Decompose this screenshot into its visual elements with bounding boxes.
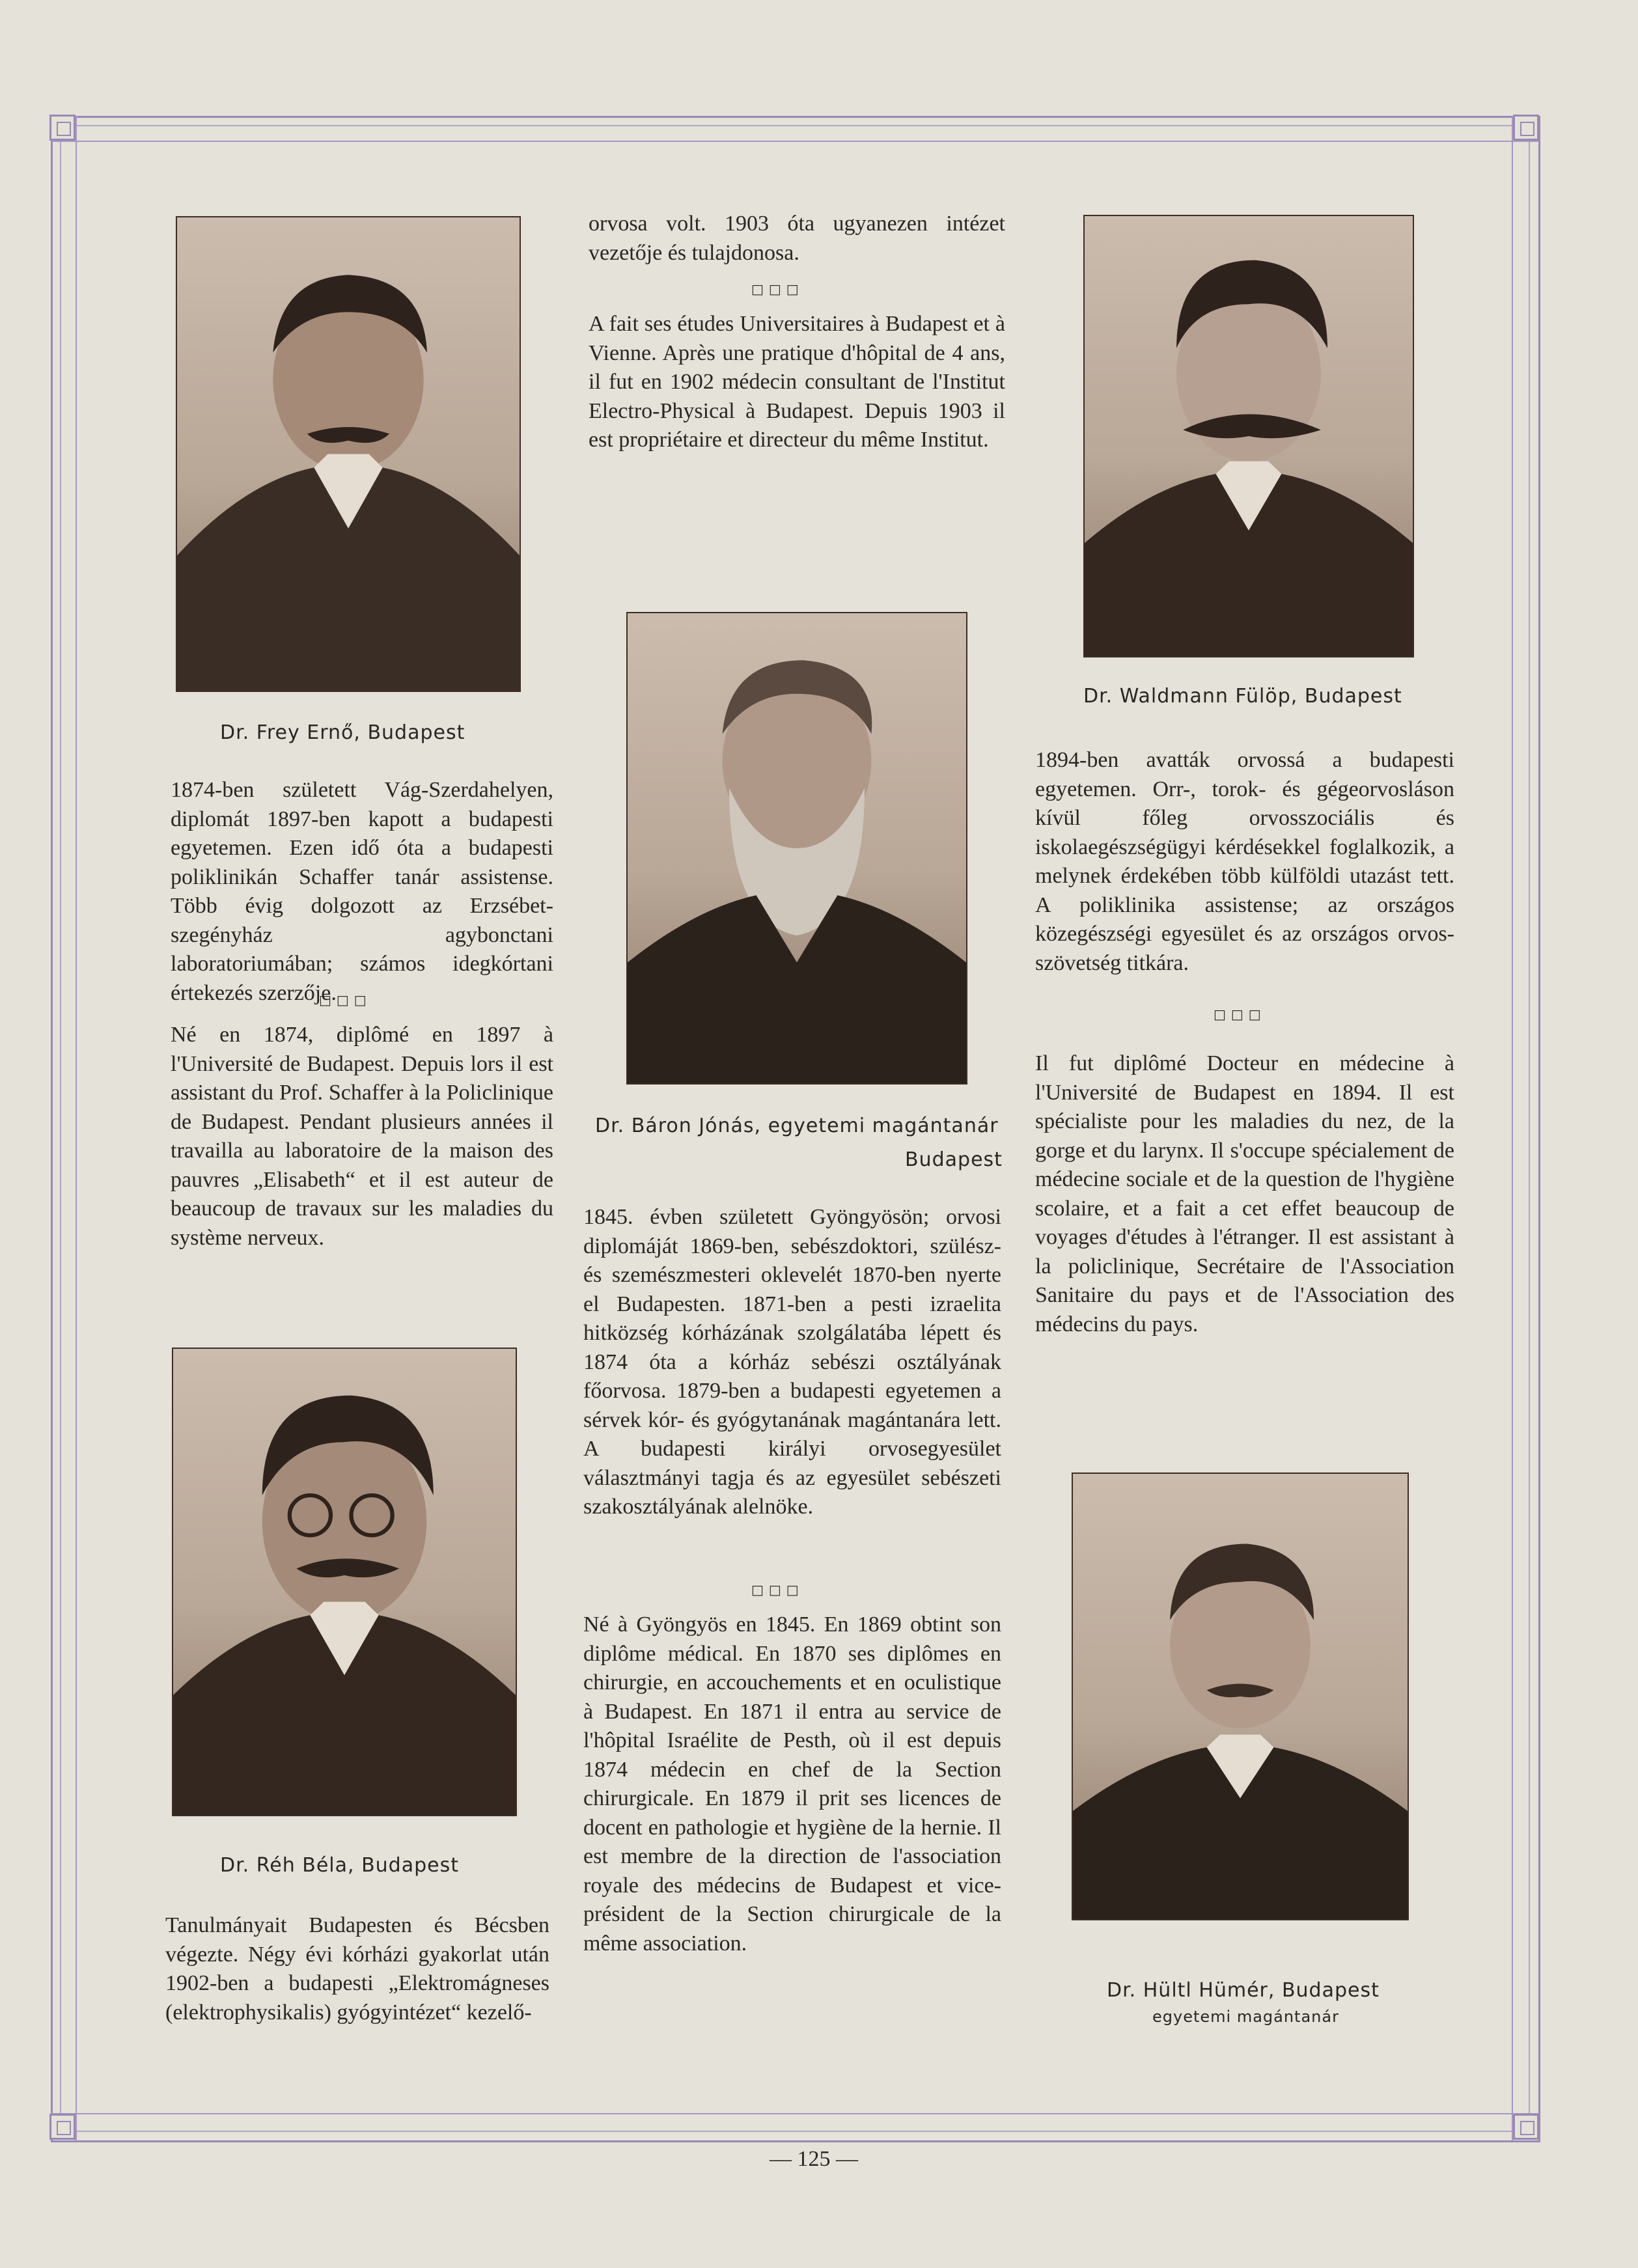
page-number-value: 125 (797, 2147, 831, 2171)
corner-ornament-bl (49, 2114, 76, 2140)
corner-ornament-tr (1513, 115, 1539, 141)
caption-reh: Dr. Réh Béla, Budapest (220, 1854, 459, 1877)
caption-hultl-line1: Dr. Hültl Hümér, Budapest (1107, 1979, 1380, 2002)
caption-waldmann: Dr. Waldmann Fülöp, Budapest (1083, 685, 1402, 708)
waldmann-bio-hu: 1894-ben avatták orvossá a budapesti egyetemen. Orr-, torok- és gégeorvosláson kívül főleg orvosszociális és iskolaegészségügyi kérdésekkel foglalkozik, a melynek érdekében több külföldi utazást tett. A poliklinika assistense; az országos közegészségi egyesület és az országos orvos-szövetség titkára. (1035, 748, 1454, 975)
caption-baron-line1: Dr. Báron Jónás, egyetemi magántanár (595, 1114, 999, 1137)
caption-frey: Dr. Frey Ernő, Budapest (220, 721, 465, 744)
border-rule-bottom (51, 2113, 1539, 2114)
caption-baron-line2: Budapest (905, 1148, 1003, 1171)
separator-ornament: □□□ (751, 1582, 804, 1597)
separator-ornament: □□□ (751, 281, 804, 297)
border-rule-left (76, 116, 77, 2140)
corner-ornament-tl (49, 115, 76, 141)
baron-bio-hu: 1845. évben született Gyöngyösön; orvosi diplomáját 1869-ben, sebészdoktori, szülész- és szemészmesteri oklevelét 1870-ben nyerte el Budapesten. 1871-ben a pesti izraelita hitközség kórházának szolgálatába lépett és 1874 óta a kórház sebészi osztályának főorvosa. 1879-ben a budapesti egyetemen a sérvek kór- és gyógytanának magántanára lett. A budapesti királyi orvosegyesület választmányi tagja és az egyesület sebészeti szakosztályának alelnöke. (583, 1205, 1001, 1519)
separator-ornament: □□□ (319, 992, 372, 1008)
reh-bio-hu-cont: orvosa volt. 1903 óta ugyanezen intézet vezetője és tulajdonosa. (589, 212, 1005, 265)
portrait-baron-jonas (626, 612, 967, 1085)
frey-bio-fr: Né en 1874, diplômé en 1897 à l'Université de Budapest. Depuis lors il est assistant du Prof. Schaffer à la Policlinique de Budapest. Pendant plusieurs années il travailla au laboratoire de la maison des pauvres „Elisabeth“ et il est auteur de beaucoup de travaux sur les maladies du système nerveux. (171, 1023, 553, 1250)
page-number: — 125 — (770, 2147, 858, 2171)
portrait-reh-bela (172, 1348, 517, 1816)
corner-ornament-br (1513, 2114, 1539, 2140)
waldmann-bio-fr: Il fut diplômé Docteur en médecine à l'Université de Budapest en 1894. Il est spécialiste pour les maladies du nez, de la gorge et du larynx. Il s'occupe spécialement de médecine sociale et de la question de l'hygiène scolaire, et a fait a cet effet beaucoup de voyages d'études à l'étranger. Il est assistant à la policlinique, Secrétaire de l'Association Sanitaire du pays et de l'Association des médecins du pays. (1035, 1051, 1454, 1336)
reh-bio-hu-start: Tanulmányait Budapesten és Bécsben végezte. Négy évi kórházi gyakorlat után 1902-ben a budapesti „Elektromágneses (elektrophysikalis) gyógyintézet“ kezelő- (165, 1913, 549, 2025)
frey-bio-hu: 1874-ben született Vág-Szerdahelyen, diplomát 1897-ben kapott a budapesti egyetemen. Ezen idő óta a budapesti poliklinikán Schaffer tanár assistense. Több évig dolgozott az Erzsébet-szegényház agybonctani laboratoriumában; számos idegkórtani értekezés szerzője. (171, 778, 553, 1005)
baron-bio-fr: Né à Gyöngyös en 1845. En 1869 obtint son diplôme médical. En 1870 ses diplômes en chirurgie, en accouchements et en oculistique à Budapest. En 1871 il entra au service de l'hôpital Israélite de Pesth, où il est depuis 1874 médecin en chef de la Section chirurgicale. En 1879 il prit ses licences de docent en pathologie et hygiène de la hernie. Il est membre de la direction de l'association royale des médecins de Budapest et vice-président de la Section chirurgicale de la même association. (583, 1612, 1001, 1956)
portrait-frey-erno (176, 216, 521, 692)
portrait-waldmann-fulop (1083, 215, 1414, 657)
caption-hultl-line2: egyetemi magántanár (1152, 2008, 1339, 2026)
separator-ornament: □□□ (1214, 1006, 1266, 1022)
border-rule-right (1512, 116, 1513, 2140)
reh-bio-fr: A fait ses études Universitaires à Budapest et à Vienne. Après une pratique d'hôpital de 4 ans, il fut en 1902 médecin consultant de l'Institut Electro-Physical à Budapest. Depuis 1903 il est propriétaire et directeur du même Institut. (589, 312, 1005, 452)
portrait-hultl-humer (1072, 1473, 1409, 1920)
border-rule-top (51, 141, 1539, 142)
